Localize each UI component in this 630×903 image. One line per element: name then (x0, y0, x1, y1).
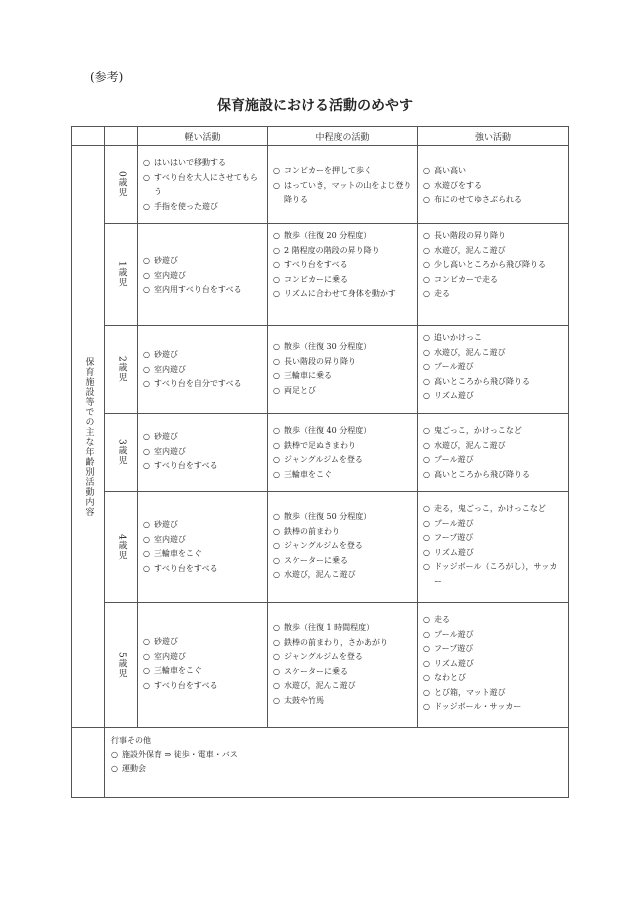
list-item: ○ 水遊び，泥んこ遊び (423, 346, 564, 361)
list-item: ○ プール遊び (423, 360, 564, 375)
age-row-3 (72, 414, 569, 492)
medium-cell (268, 146, 418, 224)
age-row-4 (72, 492, 569, 603)
list-item: ○ すべり台をすべる (143, 562, 263, 577)
header-light: 軽い活動 (138, 127, 268, 146)
header-row (72, 127, 569, 146)
list-item: ○ ドッジボール（ころがし），サッカー (423, 560, 564, 589)
age-cell (105, 224, 138, 326)
list-item: ○ プール遊び (423, 517, 564, 532)
list-item: ○ プール遊び (423, 628, 564, 643)
list-item: ○ すべり台をすべる (143, 459, 263, 474)
list-item: ○ 散歩（往復 50 分程度） (273, 510, 413, 525)
light-cell (138, 414, 268, 492)
event-item: ○ 施設外保育 ⇒ 徒歩・電車・バス (111, 748, 562, 762)
list-item: ○ 砂遊び (143, 254, 263, 269)
age-label: 1歳児 (116, 261, 127, 288)
list-item: ○ フープ遊び (423, 531, 564, 546)
list-item: ○ 水遊びをする (423, 179, 564, 194)
age-label: 3歳児 (116, 439, 127, 466)
list-item: ○ 走る，鬼ごっこ，かけっこなど (423, 502, 564, 517)
medium-cell (268, 603, 418, 728)
page-title: 保育施設における活動のめやす (217, 98, 413, 114)
list-item: ○ 散歩（往復 1 時間程度） (273, 621, 413, 636)
events-heading: 行事その他 (111, 736, 151, 745)
list-item: ○ 両足とび (273, 384, 413, 399)
list-item: ○ 室内遊び (143, 269, 263, 284)
list-item: ○ 室内遊び (143, 533, 263, 548)
events-row (72, 728, 569, 798)
list-item: ○ スケーターに乗る (273, 554, 413, 569)
list-item: ○ スケーターに乗る (273, 665, 413, 680)
age-label: 0歳児 (116, 171, 127, 198)
list-item: ○ すべり台をすべる (143, 679, 263, 694)
age-label: 2歳児 (116, 356, 127, 383)
list-item: ○ 長い階段の昇り降り (273, 355, 413, 370)
light-cell (138, 603, 268, 728)
strong-cell (418, 146, 569, 224)
list-item: ○ 三輪車をこぐ (273, 468, 413, 483)
list-item: ○ 布にのせてゆさぶられる (423, 193, 564, 208)
list-item: ○ 三輪車をこぐ (143, 547, 263, 562)
list-item: ○ フープ遊び (423, 642, 564, 657)
light-cell (138, 492, 268, 603)
list-item: ○ ジャングルジムを登る (273, 650, 413, 665)
list-item: ○ リズム遊び (423, 389, 564, 404)
strong-cell (418, 603, 569, 728)
light-cell (138, 224, 268, 326)
list-item: ○ 水遊び，泥んこ遊び (423, 244, 564, 259)
list-item: ○ コンビカーで走る (423, 273, 564, 288)
age-cell (105, 146, 138, 224)
list-item: ○ リズム遊び (423, 657, 564, 672)
list-item: ○ 鉄棒で足ぬきまわり (273, 439, 413, 454)
list-item: ○ 砂遊び (143, 518, 263, 533)
light-cell (138, 326, 268, 414)
header-strong: 強い活動 (418, 127, 569, 146)
list-item: ○ リズム遊び (423, 546, 564, 561)
medium-cell (268, 414, 418, 492)
list-item: ○ 砂遊び (143, 635, 263, 650)
list-item: ○ 太鼓や竹馬 (273, 694, 413, 709)
reference-label: (参考) (90, 70, 124, 84)
list-item: ○ とび箱，マット遊び (423, 686, 564, 701)
age-cell (105, 492, 138, 603)
list-item: ○ 2 階程度の階段の昇り降り (273, 244, 413, 259)
list-item: ○ 室内用すべり台をすべる (143, 283, 263, 298)
strong-cell (418, 224, 569, 326)
list-item: ○ 散歩（往復 40 分程度） (273, 424, 413, 439)
list-item: ○ 手指を使った遊び (143, 200, 263, 215)
list-item: ○ ジャングルジムを登る (273, 539, 413, 554)
list-item: ○ はいはいで移動する (143, 156, 263, 171)
list-item: ○ 走る (423, 287, 564, 302)
medium-cell (268, 326, 418, 414)
list-item: ○ コンビカーに乗る (273, 273, 413, 288)
list-item: ○ すべり台をすべる (273, 258, 413, 273)
list-item: ○ すべり台を自分ですべる (143, 377, 263, 392)
list-item: ○ 三輪車をこぐ (143, 664, 263, 679)
list-item: ○ 水遊び，泥んこ遊び (273, 679, 413, 694)
list-item: ○ 高い高い (423, 164, 564, 179)
side-label-cell (72, 146, 105, 728)
side-label: 保育施設等での主な年齢別活動内容 (83, 356, 94, 517)
list-item: ○ コンビカーを押して歩く (273, 164, 413, 179)
list-item: ○ 追いかけっこ (423, 331, 564, 346)
age-row-1 (72, 224, 569, 326)
list-item: ○ 水遊び，泥んこ遊び (273, 568, 413, 583)
list-item: ○ 少し高いところから飛び降りる (423, 258, 564, 273)
age-cell (105, 326, 138, 414)
header-blank-1 (72, 127, 105, 146)
list-item: ○ 砂遊び (143, 348, 263, 363)
strong-cell (418, 414, 569, 492)
medium-cell (268, 492, 418, 603)
list-item: ○ 室内遊び (143, 363, 263, 378)
medium-cell (268, 224, 418, 326)
list-item: ○ リズムに合わせて身体を動かす (273, 287, 413, 302)
list-item: ○ なわとび (423, 671, 564, 686)
age-row-2 (72, 326, 569, 414)
age-label: 5歳児 (116, 651, 127, 679)
age-cell (105, 603, 138, 728)
list-item: ○ 砂遊び (143, 430, 263, 445)
list-item: ○ 高いところから飛び降りる (423, 375, 564, 390)
activity-table (71, 126, 569, 798)
events-cell (105, 728, 569, 798)
age-row-0 (72, 146, 569, 224)
list-item: ○ すべり台を大人にさせてもらう (143, 171, 263, 200)
list-item: ○ ドッジボール・サッカー (423, 700, 564, 715)
list-item: ○ 散歩（往復 20 分程度） (273, 229, 413, 244)
strong-cell (418, 492, 569, 603)
age-label: 4歳児 (116, 533, 127, 561)
list-item: ○ 長い階段の昇り降り (423, 229, 564, 244)
list-item: ○ プール遊び (423, 453, 564, 468)
list-item: ○ 水遊び，泥んこ遊び (423, 439, 564, 454)
strong-cell (418, 326, 569, 414)
events-blank-cell (72, 728, 105, 798)
list-item: ○ 三輪車に乗る (273, 369, 413, 384)
list-item: ○ ジャングルジムを登る (273, 453, 413, 468)
list-item: ○ 散歩（往復 30 分程度） (273, 340, 413, 355)
list-item: ○ 室内遊び (143, 650, 263, 665)
light-cell (138, 146, 268, 224)
age-cell (105, 414, 138, 492)
header-medium: 中程度の活動 (268, 127, 418, 146)
list-item: ○ 走る (423, 613, 564, 628)
header-blank-2 (105, 127, 138, 146)
list-item: ○ 室内遊び (143, 445, 263, 460)
event-item: ○ 運動会 (111, 762, 562, 776)
list-item: ○ 鉄棒の前まわり，さかあがり (273, 636, 413, 651)
list-item: ○ はっていき，マットの山をよじ登り降りる (273, 179, 413, 208)
list-item: ○ 鬼ごっこ，かけっこなど (423, 424, 564, 439)
list-item: ○ 高いところから飛び降りる (423, 468, 564, 483)
age-row-5 (72, 603, 569, 728)
list-item: ○ 鉄棒の前まわり (273, 525, 413, 540)
